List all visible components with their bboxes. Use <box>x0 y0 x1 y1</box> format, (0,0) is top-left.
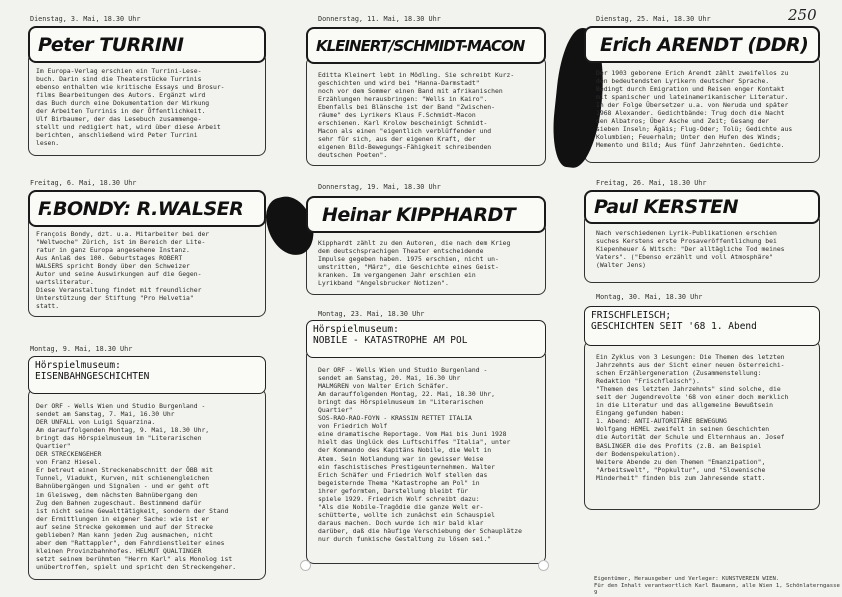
event-title: Heinar KIPPHARDT <box>322 203 516 226</box>
event-date: Montag, 30. Mai, 18.30 Uhr <box>596 293 703 301</box>
event-date: Dienstag, 25. Mai, 18.30 Uhr <box>596 15 711 23</box>
event-description: Editta Kleinert lebt in Mödling. Sie schreibt Kurz- geschichten und wird bei "Hanna-Darmstadt" noch vor dem Sommer einen Band mit afrikanischen Erzählungen herausbringen: "Wells in Kairo". Ebenfalls bei Blänsche ist der Band "Zwischen- räume" des Lyrikers Klaus F.Schmidt-Macon erschienen. Karl Krolow bescheinigt Schmidt- Macon als einen "eigentlich verblüffender und sehr für sich, aus der eigenen Kraft, der eigenen Bild-Bewegungs-Fähigkeit schreibenden deutschen Poeten". <box>318 71 515 160</box>
event-title-box <box>306 196 546 233</box>
event-description: Nach verschiedenen Lyrik-Publikationen erschien suches Kerstens erste Prosaveröffentlichung bei Kiepenheuer & Witsch: "Der alltägliche Tod meines Vaters". ("Ebenso erzählt und voll Atmosphäre" (Walter Jens) <box>596 229 785 270</box>
event-description: Der 1903 geborene Erich Arendt zählt zweifellos zu den bedeutendsten Lyrikern deutscher Sprache. Bedingt durch Emigration und Reisen enger Kontakt mit spanischer und lateinamerikanischer Literatur. In der Folge Übersetzer u.a. von Neruda und später 1968 Alexander. Gedichtbände: Trug doch die Nacht den Albatros; Über Asche und Zeit; Gesang der sieben Inseln; Ägäis; Flug-Oder; Tolü; Gedichte aus Kolumbien; Feuerhalm; Unter den Hufen des Winds; Memento und Bild; Aus fünf Jahrzehnten. Gedichte. <box>596 69 793 150</box>
event-description: François Bondy, dzt. u.a. Mitarbeiter bei der "Weltwoche" Zürich, ist im Bereich der Lite- ratur in ganz Europa angesehene Instanz. Aus Anlaß des 100. Geburtstages ROBERT WALSERS spricht Bondy über den Schweizer Autor und seine Auswirkungen auf die Gegen- wartsliteratur. Diese Veranstaltung findet mit freundlicher Unterstützung der Stiftung "Pro Helvetia" statt. <box>36 230 210 311</box>
event-heading: FRISCHFLEISCH; GESCHICHTEN SEIT '68 1. Abend <box>584 306 820 346</box>
event-heading: Hörspielmuseum: NOBILE - KATASTROPHE AM POL <box>306 320 546 358</box>
event-title: KLEINERT/SCHMIDT-MACON <box>316 36 525 55</box>
punch-hole <box>300 560 311 571</box>
event-date: Donnerstag, 11. Mai, 18.30 Uhr <box>318 15 441 23</box>
event-description: Kipphardt zählt zu den Autoren, die nach dem Krieg dem deutschsprachigen Theater entscheidende Impulse gegeben haben. 1975 erschien, nicht un- umstritten, "März", die Geschichte eines Geist- kranken. Im vergangenen Jahr erschien ein Lyrikband "Angelsbrucker Notizen". <box>318 239 511 288</box>
imprint: Eigentümer, Herausgeber und Verleger: KUNSTVEREIN WIEN. Für den Inhalt verantwortlich Karl Baumann, alle Wien 1, Schönlaterngasse 9 <box>594 576 840 596</box>
event-date: Donnerstag, 19. Mai, 18.30 Uhr <box>318 183 441 191</box>
event-title-box <box>28 190 266 227</box>
event-heading: Hörspielmuseum: EISENBAHNGESCHICHTEN <box>28 356 266 394</box>
event-title-box <box>584 26 820 63</box>
event-date: Montag, 23. Mai, 18.30 Uhr <box>318 310 425 318</box>
event-title-box <box>306 27 546 64</box>
event-date: Montag, 9. Mai, 18.30 Uhr <box>30 345 133 353</box>
event-title: Peter TURRINI <box>38 33 184 56</box>
event-description: Der ORF - Wells Wien und Studio Burgenland - sendet am Samstag, 7. Mai, 16.30 Uhr DER UNFALL von Luigi Squarzina. Am darauffolgenden Montag, 9. Mai, 18.30 Uhr, bringt das Hörspielmuseum im "Literarischen Quartier" DER STRECKENGEHER von Franz Hiesel. Er betreut einen Streckenabschnitt der ÖBB mit Tunnel, Viadukt, Kurven, mit schienengleichen Bahnübergängen und Signalen - und er geht oft im Gleisweg, dem nächsten Bahnübergang den Zug den Bahnen zugeschaut. Bestimmend dafür ist nicht seine Gewalttätigkeit, sondern der Stand der Ermittlungen in eigener Sache: wie ist er auf seine Strecke gekommen und auf der Strecke geblieben? Man kann jeden Zug ausmachen, nicht aber dem "Rattappler", dem Fahrdienstleiter eines kleinen Provinzbahnhofes. HELMUT QUALTINGER setzt seinem berühmten "Herrn Karl" als Monolog ist unübertroffen, spielt und spricht den Streckengeher. <box>36 402 237 571</box>
event-description: Im Europa-Verlag erschien ein Turrini-Lese- buch. Darin sind die Theaterstücke Turrinis ebenso enthalten wie kritische Essays und Brosur- films Bearbeitungen des Autors. Ergänzt wird das Buch durch eine Dokumentation der Wirkung der Arbeiten Turrinis in der Öffentlichkeit. Ulf Birbaumer, der das Lesebuch zusammenge- stellt und redigiert hat, wird über diese Arbeit berichten, anschließend wird Peter Turrini lesen. <box>36 67 225 148</box>
event-description: Ein Zyklus von 3 Lesungen: Die Themen des letzten Jahrzehnts aus der Sicht einer neuen österreichi- schen Erzählergeneration (Zusammenstellung: Redaktion "Frischfleisch"). "Themen des letzten Jahrzehnts" sind solche, die seit der Jugendrevolte '68 von einer doch merklich in die Literatur und das allgemeine Bewußtsein Eingang gefunden haben: 1. Abend: ANTI-AUTORITÄRE BEWEGUNG Wolfgang HEMEL zweifelt in seinen Geschichten die Autorität der Schule und Elternhaus an. Josef BASLINGER die des Profits (z.B. am Beispiel der Bodenspekulation). Weitere Abende zu den Themen "Emanzipation", "Arbeitswelt", "Popkultur", und "Slowenische Minderheit" finden bis zum Jahresende statt. <box>596 353 789 482</box>
event-title: Erich ARENDT (DDR) <box>600 33 809 56</box>
event-date: Freitag, 26. Mai, 18.30 Uhr <box>596 179 707 187</box>
event-date: Dienstag, 3. Mai, 18.30 Uhr <box>30 15 141 23</box>
event-title: Paul KERSTEN <box>594 196 739 218</box>
event-description: Der ORF - Wells Wien und Studio Burgenland - sendet am Samstag, 20. Mai, 16.30 Uhr MALMGREN von Walter Erich Schäfer. Am darauffolgenden Montag, 22. Mai, 18.30 Uhr, bringt das Hörspielmuseum im "Literarischen Quartier" SOS-RAO-RAO-FOYN - KRASSIN RETTET ITALIA von Friedrich Wolf eine dramatische Reportage. Vom Mai bis Juni 1928 hielt das Unglück des Luftschiffes "Italia", unter der Kommando des Kapitäns Nobile, die Welt in Atem. Sein Notlandung war in gewisser Weise ein faschistisches Prestigeunternehmen. Walter Erich Schäfer und Friedrich Wolf stellen das begeisternde Thema "Katastrophe am Pol" in ihrer geformten, Darstellung bleibt für spiele 1929. Friedrich Wolf schreibt dazu: "Als die Nobile-Tragödie die ganze Welt er- schütterte, wollte ich zunächst ein Schauspiel daraus machen. Doch wurde ich mir bald klar darüber, daß die häufige Verschiebung der Schauplätze nur durch funkische Gestaltung zu lösen sei." <box>318 366 522 543</box>
event-date: Freitag, 6. Mai, 18.30 Uhr <box>30 179 137 187</box>
event-title-box <box>584 190 820 224</box>
page-mark: 250 <box>788 6 817 24</box>
event-title-box <box>28 26 266 63</box>
punch-hole <box>538 560 549 571</box>
event-title: F.BONDY: R.WALSER <box>38 197 244 220</box>
